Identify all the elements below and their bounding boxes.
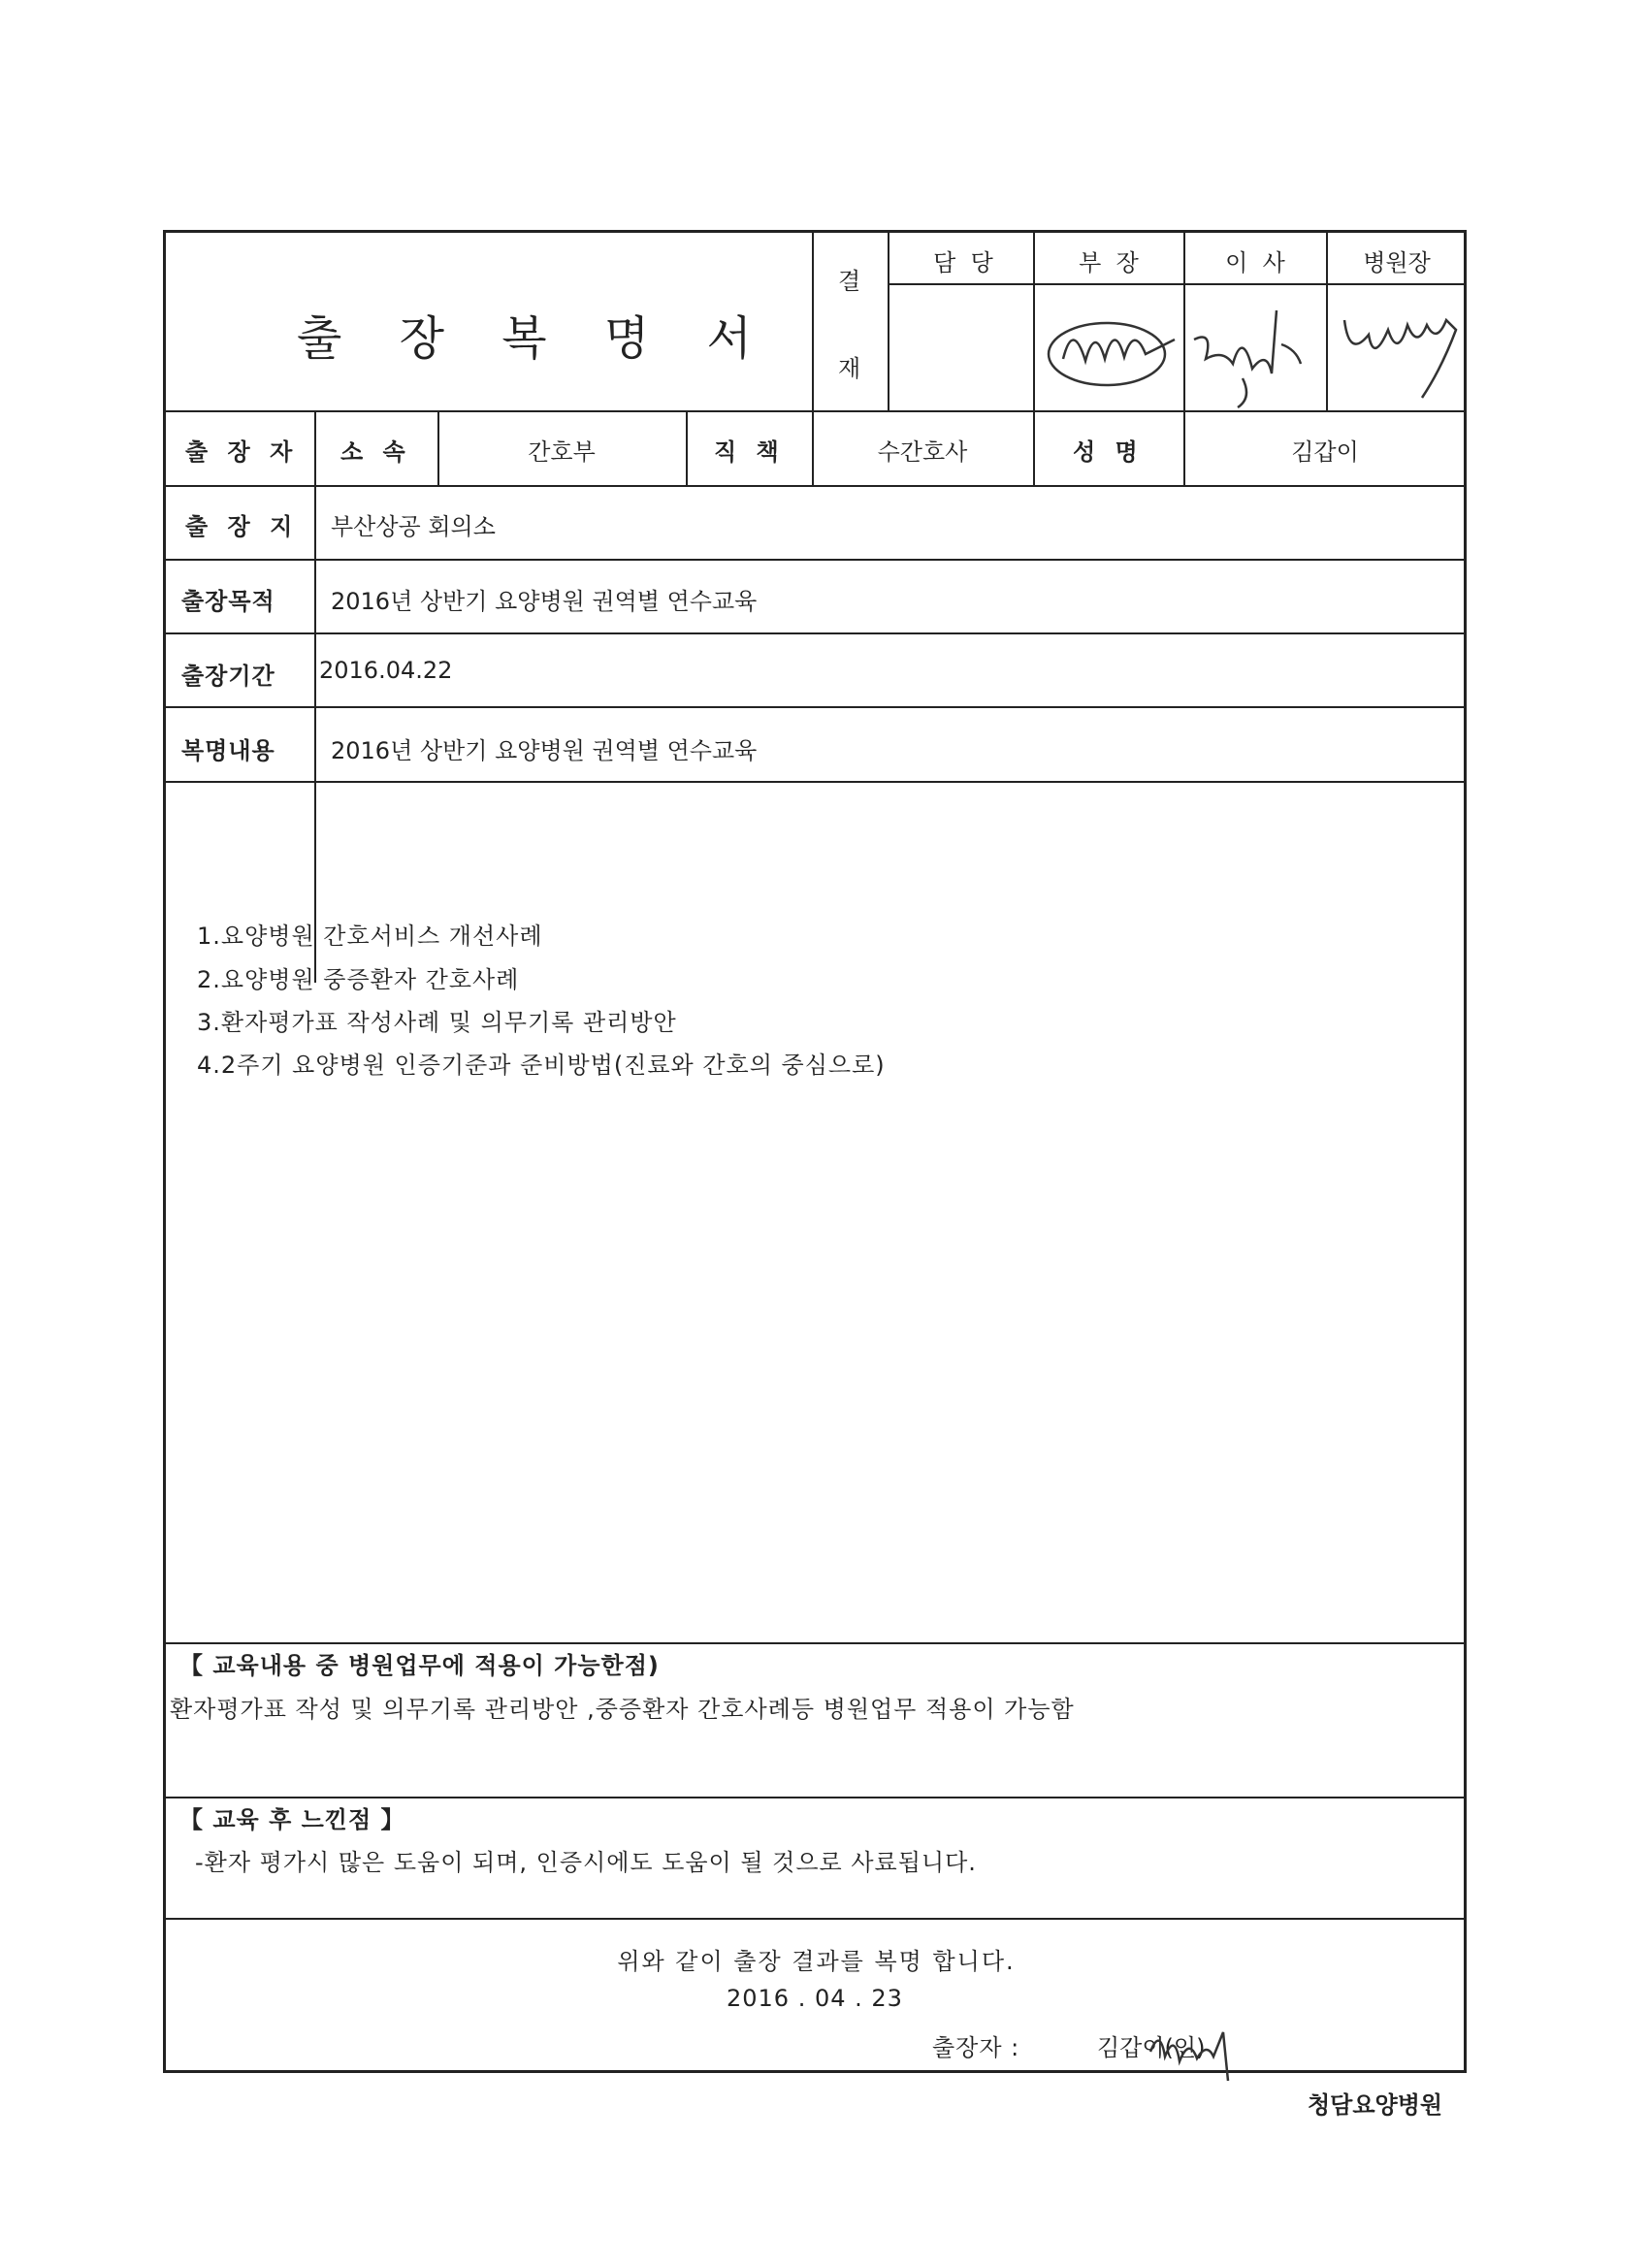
content-item-1: 1.요양병원 간호서비스 개선사례 xyxy=(197,923,543,950)
approval-header-line xyxy=(888,283,1467,285)
content-item-4: 4.2주기 요양병원 인증기준과 준비방법(진료와 간호의 중심으로) xyxy=(197,1052,886,1079)
row-line-2 xyxy=(166,559,1467,561)
approval-role-manager: 부 장 xyxy=(1079,249,1139,276)
name-value: 김갑이 xyxy=(1291,438,1359,466)
approval-role-director: 이 사 xyxy=(1225,249,1285,276)
report-value: 2016년 상반기 요양병원 권역별 연수교육 xyxy=(331,737,758,764)
period-label: 출장기간 xyxy=(181,663,275,690)
report-form xyxy=(163,230,1467,2073)
signature-hospital-head xyxy=(1335,291,1466,407)
purpose-label: 출장목적 xyxy=(181,588,275,615)
report-label: 복명내용 xyxy=(181,737,275,764)
destination-value: 부산상공 회의소 xyxy=(331,513,496,540)
destination-label: 출 장 지 xyxy=(185,513,299,540)
position-label-divider-left xyxy=(686,410,688,485)
traveler-label: 출 장 자 xyxy=(185,438,299,466)
approval-role-staff: 담 당 xyxy=(933,249,993,276)
dept-value: 간호부 xyxy=(528,438,596,466)
closing-traveler-label: 출장자 : xyxy=(932,2034,1020,2061)
row-line-3 xyxy=(166,632,1467,634)
label-column-divider xyxy=(314,410,316,983)
row-line-5 xyxy=(166,781,1467,783)
approval-label-divider xyxy=(888,233,889,410)
purpose-value: 2016년 상반기 요양병원 권역별 연수교육 xyxy=(331,588,758,615)
period-value: 2016.04.22 xyxy=(319,657,453,684)
position-value: 수간호사 xyxy=(877,438,968,466)
row-line-8 xyxy=(166,1918,1467,1920)
document-title: 출 장 복 명 서 xyxy=(297,311,773,366)
closing-statement: 위와 같이 출장 결과를 복명 합니다. xyxy=(617,1948,1016,1975)
row-line-1 xyxy=(166,485,1467,487)
approval-label-top: 결 xyxy=(838,268,861,295)
closing-date: 2016 . 04 . 23 xyxy=(727,1985,903,2012)
applicable-text: 환자평가표 작성 및 의무기록 관리방안 ,중증환자 간호사례등 병원업무 적용이 가능함 xyxy=(170,1696,1075,1723)
traveler-signature xyxy=(1141,2008,1247,2086)
content-item-3: 3.환자평가표 작성사례 및 의무기록 관리방안 xyxy=(197,1009,677,1036)
row-line-7 xyxy=(166,1797,1467,1798)
header-bottom-line xyxy=(166,410,1467,412)
dept-label: 소 속 xyxy=(340,438,411,466)
name-label-divider-left xyxy=(1033,410,1035,485)
hospital-name: 청담요양병원 xyxy=(1308,2091,1443,2119)
signature-director xyxy=(1184,291,1330,412)
approval-left-border xyxy=(812,233,814,410)
row-line-4 xyxy=(166,706,1467,708)
signature-manager xyxy=(1039,301,1194,403)
applicable-heading: 【 교육내용 중 병원업무에 적용이 가능한점) xyxy=(179,1652,660,1679)
impressions-heading: 【 교육 후 느낀점 】 xyxy=(179,1806,405,1833)
position-label: 직 책 xyxy=(714,438,785,466)
content-item-2: 2.요양병원 중증환자 간호사례 xyxy=(197,966,520,993)
impressions-text: -환자 평가시 많은 도움이 되며, 인증시에도 도움이 될 것으로 사료됩니다. xyxy=(195,1849,977,1876)
approval-role-hospital-head: 병원장 xyxy=(1363,249,1431,276)
row-line-6 xyxy=(166,1642,1467,1644)
closing-traveler-name: 김갑이(인) xyxy=(1097,2034,1206,2061)
approval-label-bottom: 재 xyxy=(838,355,861,382)
name-label: 성 명 xyxy=(1073,438,1144,466)
approval-divider-1 xyxy=(1033,233,1035,410)
